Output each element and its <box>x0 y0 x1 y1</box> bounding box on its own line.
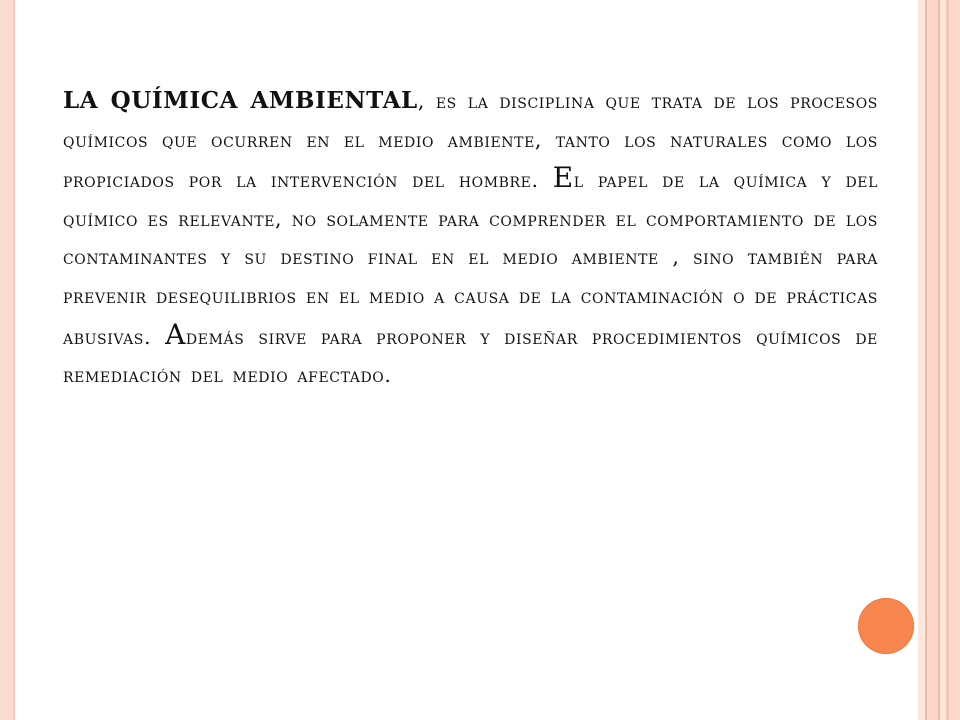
lead-term: LA QUÍMICA AMBIENTAL <box>63 87 418 114</box>
slide-body-text <box>63 82 878 395</box>
accent-circle-decoration <box>858 598 914 654</box>
drop-initial: E <box>552 161 574 195</box>
paragraph-text: demás sirve para proponer y diseñar procedimientos químicos de remediación del medio afectado. <box>63 324 878 388</box>
right-border-stripe <box>949 0 960 720</box>
left-border-decoration <box>0 0 14 720</box>
paragraph-text: , es la disciplina que trata de los procesos químicos que ocurren en el medio ambiente, tanto los naturales como los propiciados por la intervención del hombre. <box>63 89 879 193</box>
right-border-stripe <box>927 0 938 720</box>
left-border-line <box>13 0 15 720</box>
drop-initial: A <box>165 317 186 351</box>
right-border-stripe <box>918 0 925 720</box>
paragraph-text: l papel de la química y del químico es relevante, no solamente para comprender el comportamiento de los contaminantes y su destino final en el medio ambiente , sino también para prevenir desequilibrios en el medio a causa de la contaminación o de prácticas abusivas. <box>63 168 879 349</box>
